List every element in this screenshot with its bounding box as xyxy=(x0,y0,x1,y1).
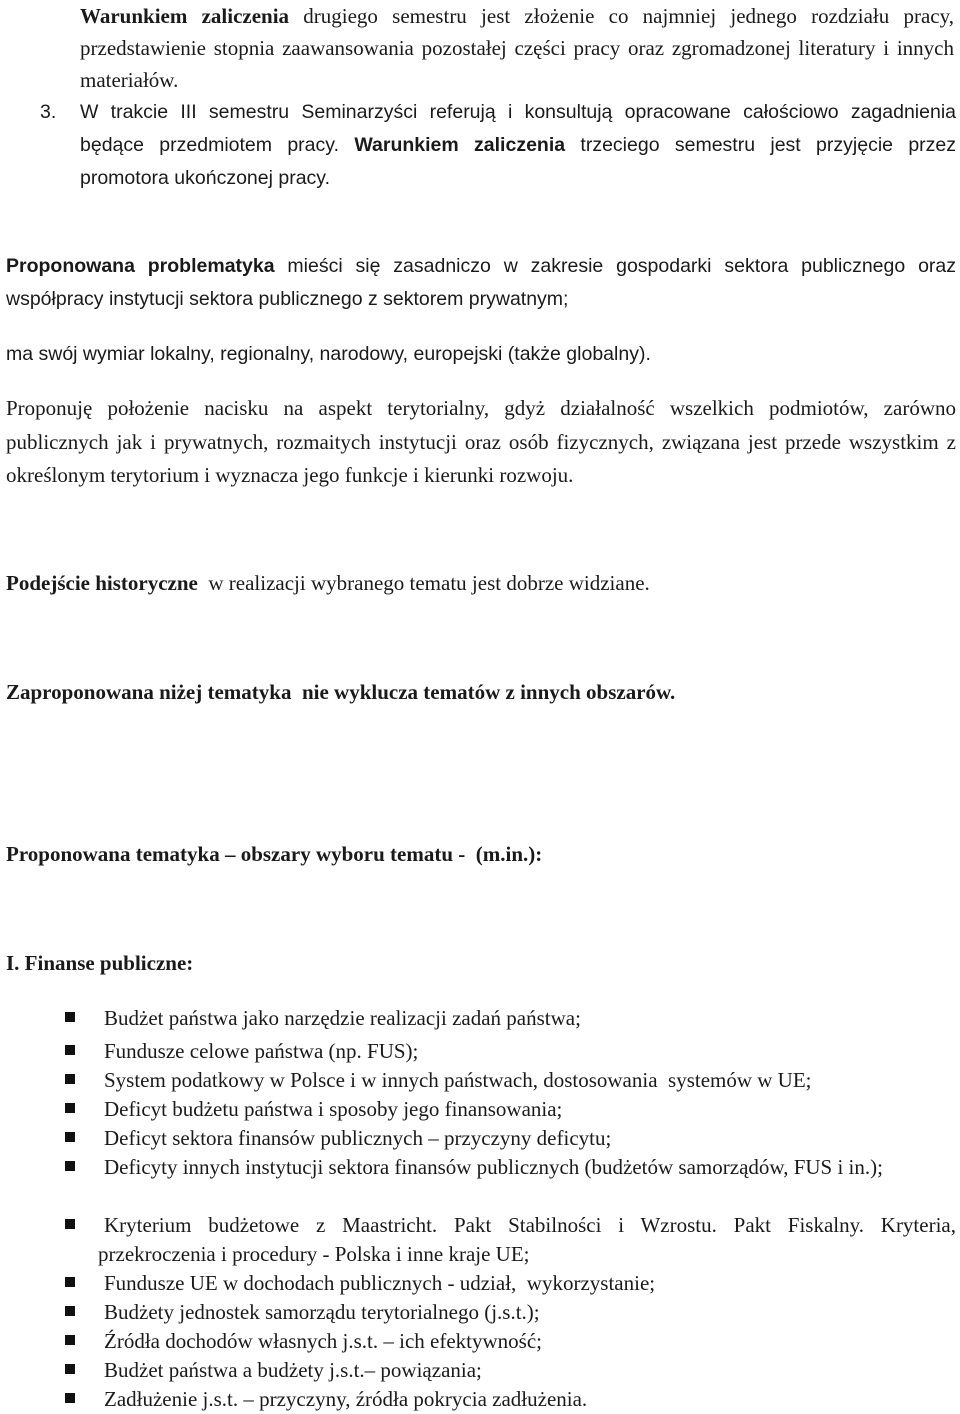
problematyka-scope-line: ma swój wymiar lokalny, regionalny, narodowy, europejski (także globalny). xyxy=(6,343,651,365)
square-bullet-icon xyxy=(65,1306,75,1316)
topic-areas-heading: Proponowana tematyka – obszary wyboru tematu - (m.in.): xyxy=(6,842,543,866)
list-item-text: Zadłużenie j.s.t. – przyczyny, źródła pokrycia zadłużenia. xyxy=(104,1387,588,1411)
square-bullet-icon xyxy=(65,1132,75,1142)
list-item-text: Budżet państwa jako narzędzie realizacji zadań państwa; xyxy=(104,1006,581,1030)
square-bullet-icon xyxy=(65,1103,75,1113)
square-bullet-icon xyxy=(65,1393,75,1403)
list-item-text: Fundusze celowe państwa (np. FUS); xyxy=(104,1039,419,1063)
square-bullet-icon xyxy=(65,1012,75,1022)
semester-2-lead-text: drugiego semestru jest złożenie co najmniej jednego rozdziału pracy, przedstawienie stopnia zaawansowania pozostałej części pracy oraz zgromadzonej literatury i innych materiałów. xyxy=(80,4,954,92)
list-item-text: Źródła dochodów własnych j.s.t. – ich efektywność; xyxy=(104,1329,542,1353)
historical-approach-text: w realizacji wybranego tematu jest dobrze widziane. xyxy=(197,571,650,595)
list-item-text: Deficyt sektora finansów publicznych – przyczyny deficytu; xyxy=(104,1126,612,1150)
list-item-text: Budżety jednostek samorządu terytorialnego (j.s.t.); xyxy=(104,1300,540,1324)
list-item-text: Budżet państwa a budżety j.s.t.– powiązania; xyxy=(104,1358,482,1382)
square-bullet-icon xyxy=(65,1161,75,1171)
semester-2-lead-bold: Warunkiem zaliczenia xyxy=(80,4,290,28)
list-item-text: Kryterium budżetowe z Maastricht. Pakt Stabilności i Wzrostu. Pakt Fiskalny. Kryteria, przekroczenia i procedury - Polska i inne kraje UE; xyxy=(98,1213,956,1266)
proposed-topics-note: Zaproponowana niżej tematyka nie wyklucza tematów z innych obszarów. xyxy=(6,680,676,704)
list-item-text: Deficyt budżetu państwa i sposoby jego finansowania; xyxy=(104,1097,563,1121)
territorial-paragraph: Proponuję położenie nacisku na aspekt terytorialny, gdyż działalność wszelkich podmiotów, zarówno publicznych jak i prywatnych, rozmaitych instytucji oraz osób fizycznych, związana jest przede wszystkim z określonym terytorium i wyznacza jego funkcje i kierunki rozwoju. xyxy=(6,396,956,487)
square-bullet-icon xyxy=(65,1364,75,1374)
problematyka-bold: Proponowana problematyka xyxy=(6,255,275,277)
square-bullet-icon xyxy=(65,1074,75,1084)
public-finance-heading: I. Finanse publiczne: xyxy=(6,951,194,975)
list-item-text: Deficyty innych instytucji sektora finansów publicznych (budżetów samorządów, FUS i in.); xyxy=(104,1155,883,1179)
square-bullet-icon xyxy=(65,1219,75,1229)
semester-3-bold: Warunkiem zaliczenia xyxy=(354,134,566,156)
historical-approach-bold: Podejście historyczne xyxy=(6,571,198,595)
problematyka-text: mieści się zasadniczo w zakresie gospodarki sektora publicznego oraz współpracy instytucji sektora publicznego z sektorem prywatnym; xyxy=(6,255,957,310)
square-bullet-icon xyxy=(65,1045,75,1055)
semester-3-rest: trzeciego semestru jest przyjęcie przez promotora ukończonej pracy. xyxy=(80,134,957,189)
list-item-text: System podatkowy w Polsce i w innych państwach, dostosowania systemów w UE; xyxy=(104,1068,812,1092)
item-3-number: 3. xyxy=(40,101,57,123)
list-item-text: Fundusze UE w dochodach publicznych - udział, wykorzystanie; xyxy=(104,1271,656,1295)
square-bullet-icon xyxy=(65,1335,75,1345)
semester-3-text: W trakcie III semestru Seminarzyści referują i konsultują opracowane całościowo zagadnienia będące przedmiotem pracy. xyxy=(80,101,956,156)
square-bullet-icon xyxy=(65,1277,75,1287)
